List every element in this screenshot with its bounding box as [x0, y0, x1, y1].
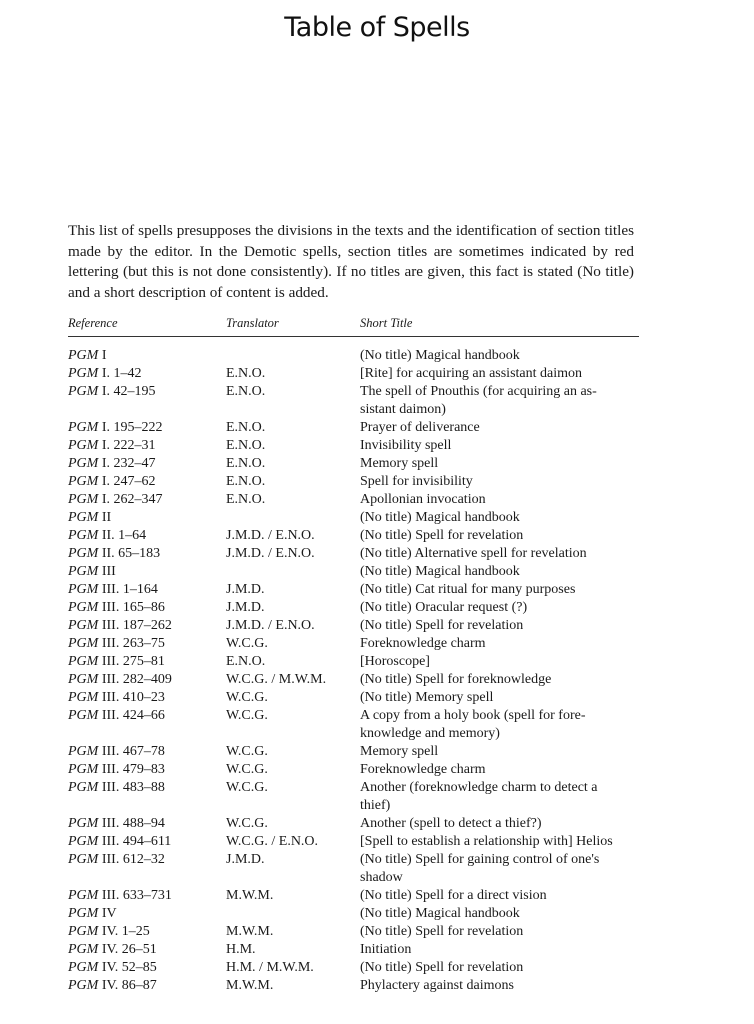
corpus-abbrev: PGM	[68, 708, 99, 723]
table-row	[68, 509, 639, 527]
table-row	[68, 563, 639, 581]
row-reference	[68, 761, 165, 779]
ref-number: III. 633–731	[98, 888, 172, 903]
row-translator: J.M.D.	[226, 582, 265, 597]
row-reference	[68, 743, 165, 761]
row-reference	[68, 851, 165, 869]
row-translator: E.N.O.	[226, 492, 266, 507]
corpus-abbrev: PGM	[68, 960, 99, 975]
row-translator: W.C.G.	[226, 780, 268, 795]
row-short-title: [Spell to establish a relationship with] Helios	[360, 834, 613, 849]
row-translator: E.N.O.	[226, 654, 266, 669]
ref-number: III. 410–23	[98, 690, 165, 705]
ref-number: III. 467–78	[98, 744, 165, 759]
table-row	[68, 473, 639, 491]
ref-number: I. 195–222	[98, 420, 163, 435]
corpus-abbrev: PGM	[68, 618, 99, 633]
row-short-title: (No title) Magical handbook	[360, 510, 520, 525]
corpus-abbrev: PGM	[68, 384, 99, 399]
ref-number: II. 65–183	[98, 546, 161, 561]
row-short-title: Memory spell	[360, 456, 439, 471]
table-row	[68, 545, 639, 563]
row-short-title: Prayer of deliverance	[360, 420, 480, 435]
table-row	[68, 887, 639, 905]
corpus-abbrev: PGM	[68, 636, 99, 651]
corpus-abbrev: PGM	[68, 816, 99, 831]
table-row	[68, 437, 639, 455]
row-short-title: [Rite] for acquiring an assistant daimon	[360, 366, 582, 381]
corpus-abbrev: PGM	[68, 888, 99, 903]
row-reference	[68, 419, 163, 437]
header-translator: Translator	[226, 316, 279, 330]
corpus-abbrev: PGM	[68, 492, 99, 507]
row-translator: W.C.G. / E.N.O.	[226, 834, 319, 849]
row-reference	[68, 491, 163, 509]
ref-number: III. 612–32	[98, 852, 165, 867]
header-short-title: Short Title	[360, 316, 413, 330]
spells-table	[68, 314, 639, 995]
row-short-title: (No title) Cat ritual for many purposes	[360, 582, 576, 597]
row-reference	[68, 779, 165, 797]
row-translator: W.C.G.	[226, 708, 268, 723]
row-short-title: (No title) Spell for foreknowledge	[360, 672, 552, 687]
row-short-title: (No title) Spell for revelation	[360, 924, 524, 939]
table-row	[68, 815, 639, 833]
table-body	[68, 347, 639, 995]
corpus-abbrev: PGM	[68, 348, 99, 363]
corpus-abbrev: PGM	[68, 924, 99, 939]
corpus-abbrev: PGM	[68, 744, 99, 759]
row-short-title: The spell of Pnouthis (for acquiring an as- sistant daimon)	[360, 384, 597, 417]
row-reference	[68, 383, 156, 401]
row-reference	[68, 617, 172, 635]
header-reference: Reference	[68, 316, 118, 330]
row-translator: M.W.M.	[226, 924, 274, 939]
ref-number: I	[98, 348, 107, 363]
row-reference	[68, 635, 165, 653]
corpus-abbrev: PGM	[68, 906, 99, 921]
corpus-abbrev: PGM	[68, 582, 99, 597]
corpus-abbrev: PGM	[68, 942, 99, 957]
ref-number: III	[98, 564, 116, 579]
ref-number: III. 479–83	[98, 762, 165, 777]
row-short-title: Foreknowledge charm	[360, 636, 486, 651]
row-short-title: (No title) Alternative spell for revelation	[360, 546, 587, 561]
intro-paragraph: This list of spells presupposes the divisions in the texts and the identification of section titles made by the editor. In the Demotic spells, section titles are sometimes indicated by red lettering (but this is not done consistently). If no titles are given, this fact is stated (No title) and a short description of content is added.	[68, 222, 634, 301]
row-reference	[68, 473, 156, 491]
row-translator: W.C.G.	[226, 636, 268, 651]
ref-number: III. 488–94	[98, 816, 165, 831]
row-translator: J.M.D. / E.N.O.	[226, 546, 315, 561]
row-translator: E.N.O.	[226, 474, 266, 489]
table-row	[68, 707, 639, 743]
row-short-title: (No title) Spell for revelation	[360, 960, 524, 975]
row-short-title: Invisibility spell	[360, 438, 452, 453]
table-row	[68, 455, 639, 473]
corpus-abbrev: PGM	[68, 762, 99, 777]
ref-number: III. 1–164	[98, 582, 158, 597]
row-reference	[68, 905, 117, 923]
row-translator: W.C.G.	[226, 816, 268, 831]
row-reference	[68, 545, 160, 563]
table-row	[68, 653, 639, 671]
row-reference	[68, 941, 157, 959]
table-row	[68, 923, 639, 941]
row-short-title: (No title) Memory spell	[360, 690, 494, 705]
corpus-abbrev: PGM	[68, 510, 99, 525]
table-row	[68, 671, 639, 689]
table-row	[68, 833, 639, 851]
ref-number: I. 262–347	[98, 492, 163, 507]
corpus-abbrev: PGM	[68, 654, 99, 669]
row-translator: J.M.D. / E.N.O.	[226, 618, 315, 633]
row-short-title: (No title) Oracular request (?)	[360, 600, 528, 615]
table-row	[68, 581, 639, 599]
corpus-abbrev: PGM	[68, 528, 99, 543]
row-translator: J.M.D.	[226, 600, 265, 615]
row-short-title: Another (spell to detect a thief?)	[360, 816, 542, 831]
row-short-title: [Horoscope]	[360, 654, 430, 669]
row-short-title: Another (foreknowledge charm to detect a thief)	[360, 780, 598, 813]
row-reference	[68, 365, 142, 383]
row-reference	[68, 671, 172, 689]
table-row	[68, 527, 639, 545]
corpus-abbrev: PGM	[68, 672, 99, 687]
row-translator: J.M.D.	[226, 852, 265, 867]
table-row	[68, 959, 639, 977]
row-reference	[68, 563, 116, 581]
row-reference	[68, 581, 158, 599]
ref-number: III. 494–611	[98, 834, 172, 849]
row-short-title: (No title) Magical handbook	[360, 906, 520, 921]
row-reference	[68, 527, 146, 545]
corpus-abbrev: PGM	[68, 690, 99, 705]
row-short-title: (No title) Spell for gaining control of one's shadow	[360, 852, 600, 885]
ref-number: IV. 52–85	[98, 960, 157, 975]
ref-number: III. 165–86	[98, 600, 165, 615]
ref-number: I. 42–195	[98, 384, 156, 399]
row-reference	[68, 653, 165, 671]
corpus-abbrev: PGM	[68, 978, 99, 993]
ref-number: II. 1–64	[98, 528, 147, 543]
row-reference	[68, 437, 156, 455]
row-reference	[68, 455, 156, 473]
row-reference	[68, 977, 157, 995]
table-row	[68, 419, 639, 437]
row-short-title: Memory spell	[360, 744, 439, 759]
row-reference	[68, 347, 107, 365]
ref-number: III. 275–81	[98, 654, 165, 669]
table-row	[68, 941, 639, 959]
ref-number: I. 1–42	[98, 366, 142, 381]
row-reference	[68, 887, 172, 905]
row-short-title: Foreknowledge charm	[360, 762, 486, 777]
ref-number: IV. 86–87	[98, 978, 157, 993]
row-short-title: (No title) Spell for revelation	[360, 618, 524, 633]
row-reference	[68, 923, 150, 941]
table-row	[68, 851, 639, 887]
row-translator: W.C.G.	[226, 690, 268, 705]
page-title: Table of Spells	[284, 12, 470, 43]
table-row	[68, 761, 639, 779]
ref-number: IV. 26–51	[98, 942, 157, 957]
row-short-title: Initiation	[360, 942, 412, 957]
corpus-abbrev: PGM	[68, 366, 99, 381]
row-short-title: Phylactery against daimons	[360, 978, 514, 993]
row-translator: H.M.	[226, 942, 256, 957]
row-short-title: Spell for invisibility	[360, 474, 473, 489]
table-row	[68, 743, 639, 761]
row-reference	[68, 959, 157, 977]
row-reference	[68, 599, 165, 617]
corpus-abbrev: PGM	[68, 456, 99, 471]
table-header	[68, 314, 639, 337]
corpus-abbrev: PGM	[68, 564, 99, 579]
row-short-title: (No title) Spell for a direct vision	[360, 888, 547, 903]
ref-number: III. 424–66	[98, 708, 165, 723]
ref-number: IV. 1–25	[98, 924, 150, 939]
row-translator: J.M.D. / E.N.O.	[226, 528, 315, 543]
row-reference	[68, 689, 165, 707]
row-translator: H.M. / M.W.M.	[226, 960, 314, 975]
ref-number: II	[98, 510, 112, 525]
table-row	[68, 365, 639, 383]
corpus-abbrev: PGM	[68, 852, 99, 867]
table-row	[68, 491, 639, 509]
row-short-title: (No title) Magical handbook	[360, 564, 520, 579]
row-translator: E.N.O.	[226, 456, 266, 471]
corpus-abbrev: PGM	[68, 438, 99, 453]
row-short-title: Apollonian invocation	[360, 492, 486, 507]
corpus-abbrev: PGM	[68, 834, 99, 849]
row-translator: M.W.M.	[226, 888, 274, 903]
ref-number: I. 247–62	[98, 474, 156, 489]
row-reference	[68, 707, 165, 725]
table-row	[68, 599, 639, 617]
corpus-abbrev: PGM	[68, 474, 99, 489]
row-short-title: (No title) Spell for revelation	[360, 528, 524, 543]
row-translator: E.N.O.	[226, 384, 266, 399]
row-reference	[68, 509, 111, 527]
row-short-title: (No title) Magical handbook	[360, 348, 520, 363]
row-translator: M.W.M.	[226, 978, 274, 993]
table-row	[68, 617, 639, 635]
ref-number: III. 187–262	[98, 618, 172, 633]
corpus-abbrev: PGM	[68, 420, 99, 435]
row-translator: E.N.O.	[226, 420, 266, 435]
table-row	[68, 977, 639, 995]
row-translator: W.C.G.	[226, 762, 268, 777]
row-translator: W.C.G.	[226, 744, 268, 759]
row-translator: E.N.O.	[226, 438, 266, 453]
table-row	[68, 905, 639, 923]
corpus-abbrev: PGM	[68, 780, 99, 795]
ref-number: IV	[98, 906, 117, 921]
ref-number: III. 282–409	[98, 672, 172, 687]
table-row	[68, 383, 639, 419]
corpus-abbrev: PGM	[68, 600, 99, 615]
ref-number: I. 222–31	[98, 438, 156, 453]
table-row	[68, 635, 639, 653]
row-reference	[68, 815, 165, 833]
ref-number: I. 232–47	[98, 456, 156, 471]
corpus-abbrev: PGM	[68, 546, 99, 561]
table-row	[68, 779, 639, 815]
row-reference	[68, 833, 171, 851]
ref-number: III. 483–88	[98, 780, 165, 795]
row-short-title: A copy from a holy book (spell for fore- knowledge and memory)	[360, 708, 586, 741]
ref-number: III. 263–75	[98, 636, 165, 651]
table-row	[68, 347, 639, 365]
row-translator: W.C.G. / M.W.M.	[226, 672, 327, 687]
table-row	[68, 689, 639, 707]
row-translator: E.N.O.	[226, 366, 266, 381]
